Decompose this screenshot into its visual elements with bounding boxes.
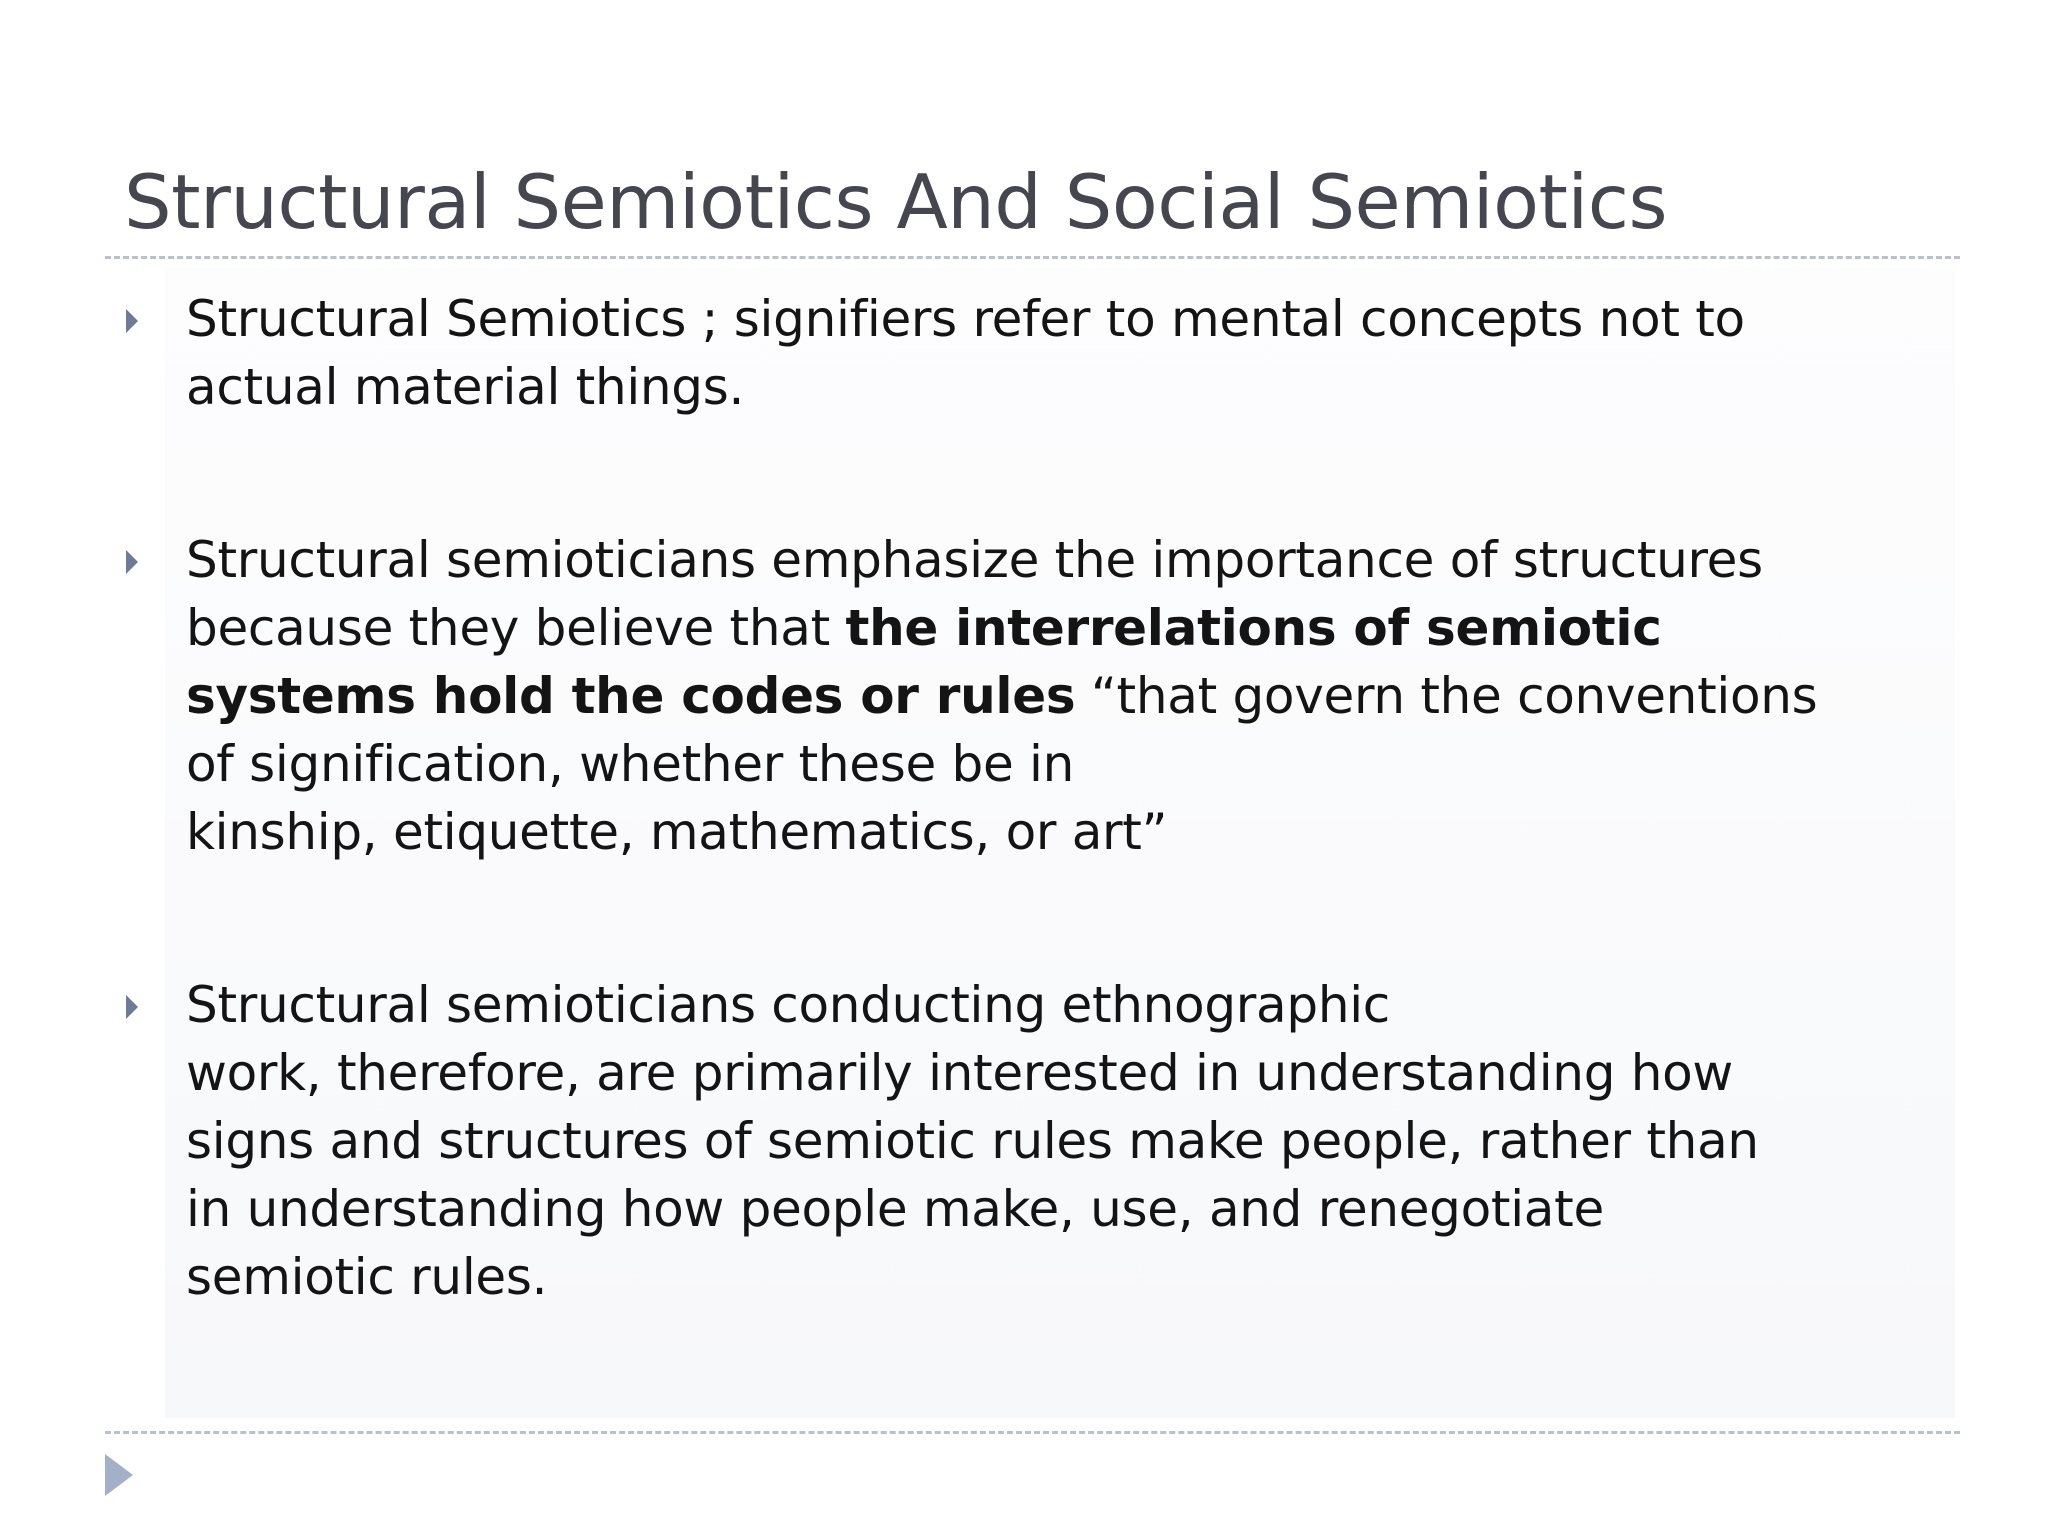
bullet-text — [186, 285, 1964, 421]
bullet-triangle-icon — [126, 550, 138, 574]
bullet-line-segment: because they believe that — [186, 599, 846, 657]
bullet-triangle-icon — [126, 995, 138, 1019]
bullet-line: signs and structures of semiotic rules make people, rather than — [186, 1112, 1759, 1170]
bullet-line: Structural Semiotics ; signifiers refer to mental concepts not to — [186, 290, 1745, 348]
bullet-line: Structural semioticians emphasize the importance of structures — [186, 531, 1763, 589]
bullet-item — [124, 285, 1964, 421]
bullet-item — [124, 526, 1964, 866]
bullet-line: kinship, etiquette, mathematics, or art” — [186, 803, 1168, 861]
bullet-line: work, therefore, are primarily interested in understanding how — [186, 1044, 1734, 1102]
bullet-line: actual material things. — [186, 358, 745, 416]
bullet-emphasis: the interrelations of semiotic — [845, 599, 1662, 657]
footer-divider — [105, 1431, 1960, 1434]
bullet-line-segment: “that govern the conventions — [1075, 667, 1818, 725]
bullet-item — [124, 971, 1964, 1311]
bullet-line: in understanding how people make, use, and renegotiate — [186, 1180, 1604, 1238]
bullet-line: semiotic rules. — [186, 1248, 548, 1306]
bullet-emphasis: systems hold the codes or rules — [186, 667, 1076, 725]
bullet-text — [186, 526, 1964, 866]
bullet-triangle-icon — [126, 309, 138, 333]
bullet-text — [186, 971, 1964, 1311]
bullet-line — [186, 662, 1964, 730]
title-divider — [105, 256, 1960, 259]
bullet-line: of signification, whether these be in — [186, 735, 1075, 793]
slide-title: Structural Semiotics And Social Semiotics — [124, 158, 1668, 246]
footer-triangle-icon — [105, 1454, 133, 1496]
bullet-line — [186, 594, 1964, 662]
bullet-line: Structural semioticians conducting ethnographic — [186, 976, 1390, 1034]
bullet-list — [124, 285, 1964, 1311]
